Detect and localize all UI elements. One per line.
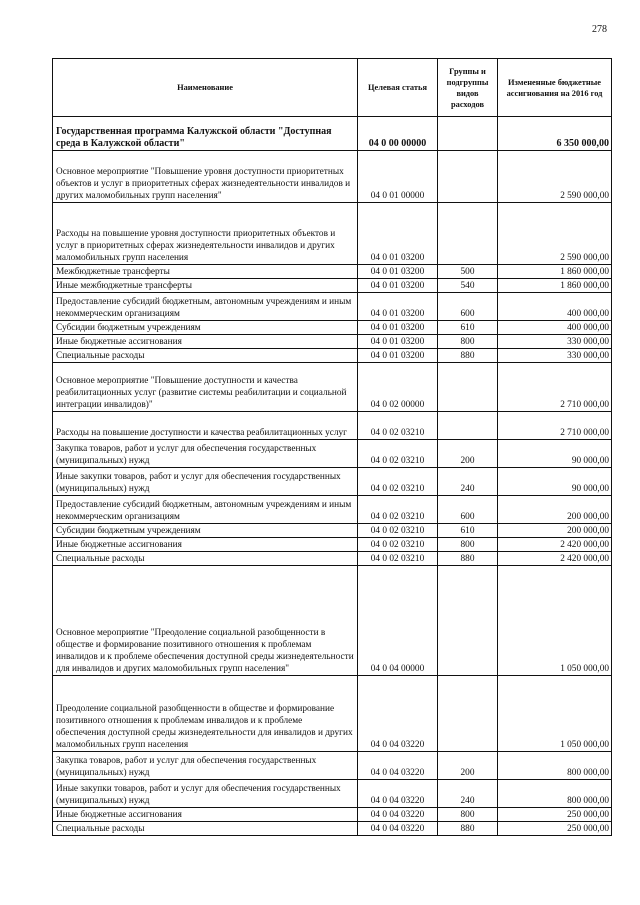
- row-amount: 1 860 000,00: [498, 265, 612, 279]
- table-row: [53, 752, 612, 780]
- table-row: [53, 203, 612, 265]
- row-code: 04 0 01 03200: [358, 203, 438, 265]
- row-code: 04 0 01 00000: [358, 151, 438, 203]
- row-group: [438, 203, 498, 265]
- row-amount: 200 000,00: [498, 496, 612, 524]
- row-group: 610: [438, 321, 498, 335]
- row-name: Основное мероприятие "Повышение доступности и качества реабилитационных услуг (развитие системы реабилитации и социальной интеграции инвалидов)": [53, 363, 358, 412]
- row-code: 04 0 04 00000: [358, 566, 438, 676]
- table-row: [53, 566, 612, 676]
- table-row: [53, 552, 612, 566]
- row-group: [438, 117, 498, 151]
- row-amount: 400 000,00: [498, 293, 612, 321]
- row-code: 04 0 02 03210: [358, 496, 438, 524]
- row-amount: 1 050 000,00: [498, 676, 612, 752]
- row-code: 04 0 01 03200: [358, 321, 438, 335]
- table-row: [53, 524, 612, 538]
- row-name: Специальные расходы: [53, 822, 358, 836]
- row-group: 800: [438, 335, 498, 349]
- row-name: Закупка товаров, работ и услуг для обеспечения государственных (муниципальных) нужд: [53, 752, 358, 780]
- row-amount: 6 350 000,00: [498, 117, 612, 151]
- row-amount: 90 000,00: [498, 440, 612, 468]
- header-groups: Группы и подгруппы видов расходов: [438, 59, 498, 117]
- table-row: [53, 279, 612, 293]
- row-code: 04 0 04 03220: [358, 822, 438, 836]
- row-amount: 330 000,00: [498, 349, 612, 363]
- header-name: Наименование: [53, 59, 358, 117]
- row-group: 800: [438, 538, 498, 552]
- table-row: [53, 780, 612, 808]
- budget-table: [52, 58, 612, 836]
- header-target: Целевая статья: [358, 59, 438, 117]
- row-name: Специальные расходы: [53, 349, 358, 363]
- table-row: [53, 412, 612, 440]
- table-row: [53, 808, 612, 822]
- row-amount: 200 000,00: [498, 524, 612, 538]
- row-amount: 250 000,00: [498, 822, 612, 836]
- row-amount: 800 000,00: [498, 752, 612, 780]
- row-code: 04 0 02 03210: [358, 538, 438, 552]
- row-name: Субсидии бюджетным учреждениям: [53, 524, 358, 538]
- row-code: 04 0 01 03200: [358, 335, 438, 349]
- row-name: Иные бюджетные ассигнования: [53, 335, 358, 349]
- row-group: 200: [438, 440, 498, 468]
- page-number: 278: [592, 24, 607, 35]
- row-group: 600: [438, 496, 498, 524]
- row-name: Субсидии бюджетным учреждениям: [53, 321, 358, 335]
- row-group: [438, 676, 498, 752]
- row-amount: 2 710 000,00: [498, 412, 612, 440]
- row-code: 04 0 02 03210: [358, 440, 438, 468]
- row-name: Иные бюджетные ассигнования: [53, 808, 358, 822]
- row-name: Иные бюджетные ассигнования: [53, 538, 358, 552]
- table-row: [53, 440, 612, 468]
- table-row: [53, 349, 612, 363]
- row-group: 200: [438, 752, 498, 780]
- table-row: [53, 538, 612, 552]
- row-name: Основное мероприятие "Повышение уровня доступности приоритетных объектов и услуг в приоритетных сферах жизнедеятельности инвалидов и других маломобильных групп населения": [53, 151, 358, 203]
- row-amount: 90 000,00: [498, 468, 612, 496]
- row-code: 04 0 02 00000: [358, 363, 438, 412]
- row-name: Преодоление социальной разобщенности в обществе и формирование позитивного отношения к проблемам инвалидов и к проблеме обеспечения доступной среды жизнедеятельности для инвалидов и других маломобильных групп населения: [53, 676, 358, 752]
- row-name: Межбюджетные трансферты: [53, 265, 358, 279]
- table-row: [53, 265, 612, 279]
- header-amount: Измененные бюджетные ассигнования на 2016 год: [498, 59, 612, 117]
- row-amount: 1 860 000,00: [498, 279, 612, 293]
- row-code: 04 0 01 03200: [358, 349, 438, 363]
- table-row: [53, 293, 612, 321]
- row-group: [438, 412, 498, 440]
- row-code: 04 0 02 03210: [358, 552, 438, 566]
- row-code: 04 0 01 03200: [358, 279, 438, 293]
- row-amount: 250 000,00: [498, 808, 612, 822]
- row-group: 800: [438, 808, 498, 822]
- table-row: [53, 822, 612, 836]
- row-code: 04 0 02 03210: [358, 468, 438, 496]
- row-amount: 400 000,00: [498, 321, 612, 335]
- row-code: 04 0 04 03220: [358, 808, 438, 822]
- row-group: [438, 363, 498, 412]
- row-amount: 330 000,00: [498, 335, 612, 349]
- row-name: Закупка товаров, работ и услуг для обеспечения государственных (муниципальных) нужд: [53, 440, 358, 468]
- row-amount: 2 710 000,00: [498, 363, 612, 412]
- table-row: [53, 321, 612, 335]
- row-group: 610: [438, 524, 498, 538]
- row-group: 880: [438, 822, 498, 836]
- row-group: 540: [438, 279, 498, 293]
- table-row: [53, 468, 612, 496]
- row-code: 04 0 04 03220: [358, 752, 438, 780]
- row-group: 880: [438, 552, 498, 566]
- table-row: [53, 117, 612, 151]
- row-name: Иные закупки товаров, работ и услуг для обеспечения государственных (муниципальных) нужд: [53, 780, 358, 808]
- row-group: 240: [438, 780, 498, 808]
- row-code: 04 0 02 03210: [358, 412, 438, 440]
- row-name: Предоставление субсидий бюджетным, автономным учреждениям и иным некоммерческим организациям: [53, 293, 358, 321]
- row-name: Расходы на повышение уровня доступности приоритетных объектов и услуг в приоритетных сферах жизнедеятельности инвалидов и других маломобильных групп населения: [53, 203, 358, 265]
- row-code: 04 0 04 03220: [358, 676, 438, 752]
- row-amount: 800 000,00: [498, 780, 612, 808]
- row-code: 04 0 01 03200: [358, 265, 438, 279]
- table-row: [53, 676, 612, 752]
- row-group: 600: [438, 293, 498, 321]
- row-name: Расходы на повышение доступности и качества реабилитационных услуг: [53, 412, 358, 440]
- row-name: Государственная программа Калужской области "Доступная среда в Калужской области": [53, 117, 358, 151]
- table-body: [53, 117, 612, 836]
- row-amount: 2 420 000,00: [498, 538, 612, 552]
- row-group: 500: [438, 265, 498, 279]
- row-group: [438, 566, 498, 676]
- row-name: Иные межбюджетные трансферты: [53, 279, 358, 293]
- table-row: [53, 335, 612, 349]
- row-code: 04 0 02 03210: [358, 524, 438, 538]
- row-name: Предоставление субсидий бюджетным, автономным учреждениям и иным некоммерческим организациям: [53, 496, 358, 524]
- row-code: 04 0 01 03200: [358, 293, 438, 321]
- row-name: Иные закупки товаров, работ и услуг для обеспечения государственных (муниципальных) нужд: [53, 468, 358, 496]
- row-amount: 2 590 000,00: [498, 203, 612, 265]
- row-code: 04 0 00 00000: [358, 117, 438, 151]
- row-amount: 1 050 000,00: [498, 566, 612, 676]
- row-name: Специальные расходы: [53, 552, 358, 566]
- row-code: 04 0 04 03220: [358, 780, 438, 808]
- table-row: [53, 496, 612, 524]
- row-name: Основное мероприятие "Преодоление социальной разобщенности в обществе и формирование позитивного отношения к проблемам инвалидов и к проблеме обеспечения доступной среды жизнедеятельности для инвалидов и других маломобильных групп населения": [53, 566, 358, 676]
- row-group: [438, 151, 498, 203]
- table-row: [53, 363, 612, 412]
- row-group: 880: [438, 349, 498, 363]
- row-amount: 2 590 000,00: [498, 151, 612, 203]
- row-amount: 2 420 000,00: [498, 552, 612, 566]
- table-row: [53, 151, 612, 203]
- row-group: 240: [438, 468, 498, 496]
